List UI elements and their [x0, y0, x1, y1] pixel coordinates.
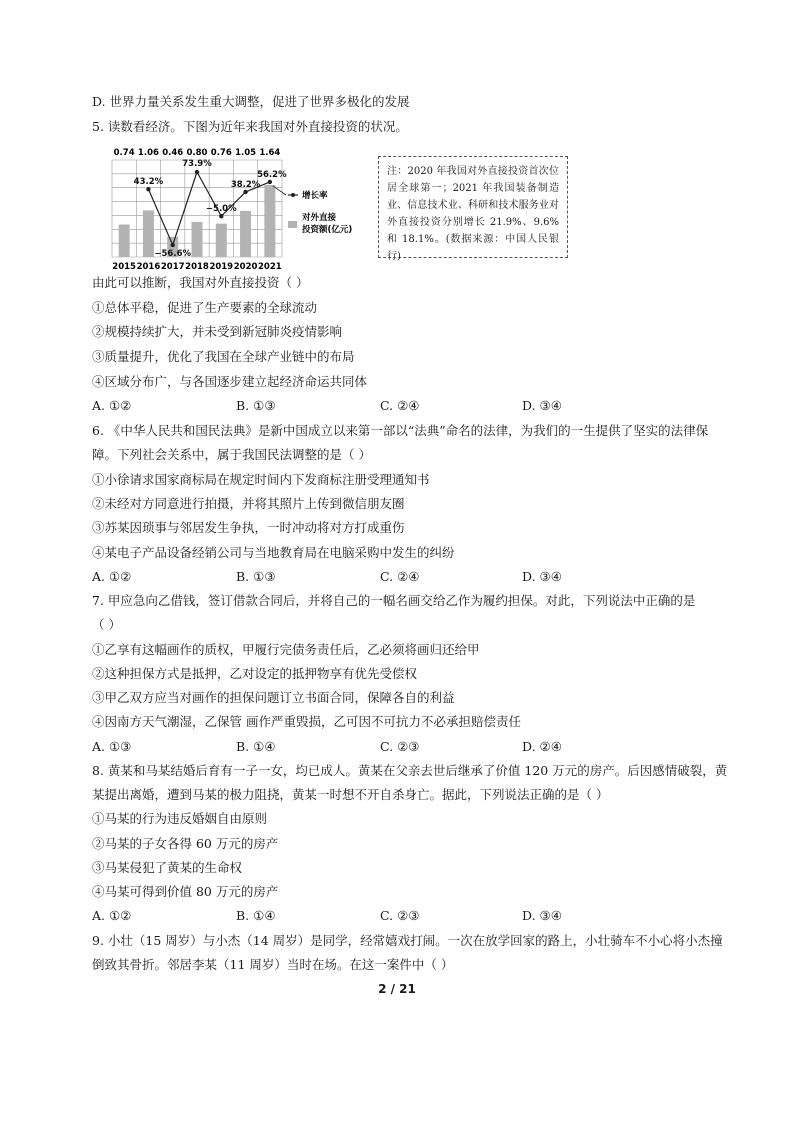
question-5-stem: 5. 读数看经济。下图为近年来我国对外直接投资的状况。 [92, 119, 408, 134]
growth-rate-point [171, 243, 175, 247]
q8-option-a[interactable]: A. ①② [92, 908, 132, 923]
x-tick-label: 2020 [233, 262, 258, 270]
q7-statement-4: ④因南方天气潮湿，乙保管 画作严重毁损，乙可因不可抗力不必承担赔偿责任 [92, 714, 521, 729]
q5-options [92, 398, 692, 414]
legend-label-investment-1: 对外直接 [302, 213, 337, 223]
bar-value-label: 0.74 [113, 148, 135, 158]
q8-statement-4: ④马某可得到价值 80 万元的房产 [92, 884, 279, 899]
q7-statement-1: ①乙享有这幅画作的质权，甲履行完债务责任后，乙必须将画归还给甲 [92, 642, 480, 657]
legend-label-investment-2: 投资额(亿元) [302, 225, 353, 235]
growth-rate-label: 73.9% [182, 159, 212, 169]
question-6-stem-1: 6. 《中华人民共和国民法典》是新中国成立以来第一部以“法典”命名的法律，为我们的一生提供了坚实的法律保 [92, 423, 709, 438]
q5-statement-2: ②规模持续扩大，并未受到新冠肺炎疫情影响 [92, 324, 343, 339]
question-9-stem-2: 倒致其骨折。邻居李某（11 周岁）当时在场。在这一案件中（ ） [92, 957, 454, 972]
bar-value-label: 1.64 [259, 148, 281, 158]
bar-2020 [240, 211, 251, 257]
q6-statement-4: ④某电子产品设备经销公司与当地教育局在电脑采购中发生的纠纷 [92, 545, 455, 560]
growth-rate-point [146, 187, 150, 191]
bar-2019 [216, 224, 227, 257]
q7-option-c[interactable]: C. ②③ [380, 739, 420, 754]
q6-statement-3: ③苏某因琐事与邻居发生争执，一时冲动将对方打成重伤 [92, 520, 405, 535]
x-tick-label: 2018 [185, 262, 209, 270]
growth-rate-point [243, 190, 247, 194]
x-tick-label: 2017 [160, 262, 185, 270]
growth-rate-point [195, 170, 199, 174]
q5-statement-1: ①总体平稳，促进了生产要素的全球流动 [92, 300, 318, 315]
q5-option-a[interactable]: A. ①② [92, 398, 132, 413]
question-7-stem-2: （ ） [92, 617, 121, 632]
q5-statement-4: ④区域分布广，与各国逐步建立起经济命运共同体 [92, 374, 368, 389]
q8-statement-3: ③马某侵犯了黄某的生命权 [92, 860, 243, 875]
bar-value-label: 1.06 [137, 148, 159, 158]
q8-option-d[interactable]: D. ③④ [522, 908, 562, 923]
q8-statement-1: ①马某的行为违反婚姻自由原则 [92, 811, 268, 826]
line-1: D. 世界力量关系发生重大调整，促进了世界多极化的发展 [92, 94, 410, 109]
q6-statement-2: ②未经对方同意进行拍摄，并将其照片上传到微信朋友圈 [92, 496, 405, 511]
q6-option-c[interactable]: C. ②④ [380, 569, 420, 584]
q8-option-b[interactable]: B. ①④ [236, 908, 276, 923]
legend-line-marker [291, 193, 295, 197]
bar-value-label: 1.05 [235, 148, 257, 158]
chart-note: 注：2020 年我国对外直接投资首次位居全球第一；2021 年我国装备制造业、信息技术业、科研和技术服务业对外直接投资分别增长 21.9%、9.6% 和 18.1%。(数据来源：中国人民银行) [378, 156, 568, 258]
bar-2016 [143, 210, 154, 257]
question-8-stem-1: 8. 黄某和马某结婚后育有一子一女，均已成人。黄某在父亲去世后继承了价值 120 万元的房产。后因感情破裂，黄 [92, 763, 728, 778]
q8-option-c[interactable]: C. ②③ [380, 908, 420, 923]
question-9-stem-1: 9. 小壮（15 周岁）与小杰（14 周岁）是同学，经常嬉戏打闹。一次在放学回家的路上，小壮骑车不小心将小杰撞 [92, 933, 723, 948]
q5-option-c[interactable]: C. ②④ [380, 398, 420, 413]
growth-rate-label: 56.2% [257, 169, 287, 180]
question-7-stem-1: 7. 甲应急向乙借钱，签订借款合同后，并将自己的一幅名画交给乙作为履约担保。对此，下列说法中正确的是 [92, 593, 696, 608]
q5-statement-3: ③质量提升，优化了我国在全球产业链中的布局 [92, 349, 355, 364]
bar-2018 [192, 222, 203, 257]
growth-rate-label: −56.6% [154, 249, 192, 259]
q7-option-d[interactable]: D. ②④ [522, 739, 562, 754]
q7-options [92, 739, 692, 755]
bar-2015 [119, 225, 130, 257]
q6-options [92, 569, 692, 585]
q8-options [92, 908, 692, 924]
growth-rate-point [268, 180, 272, 184]
growth-rate-label: 38.2% [230, 179, 261, 190]
bar-value-label: 0.76 [210, 148, 232, 158]
legend-bar-swatch [288, 221, 297, 228]
q6-option-a[interactable]: A. ①② [92, 569, 132, 584]
growth-rate-label: 43.2% [133, 177, 164, 188]
bar-value-label: 0.80 [186, 148, 208, 158]
q7-statement-2: ②这种担保方式是抵押，乙对设定的抵押物享有优先受偿权 [92, 666, 418, 681]
q8-statement-2: ②马某的子女各得 60 万元的房产 [92, 836, 279, 851]
x-tick-label: 2016 [136, 262, 161, 270]
bar-2021 [264, 185, 275, 257]
growth-rate-label: −5.0% [205, 204, 237, 215]
q6-option-b[interactable]: B. ①③ [236, 569, 276, 584]
q6-statement-1: ①小徐请求国家商标局在规定时间内下发商标注册受理通知书 [92, 472, 430, 487]
question-5-prompt: 由此可以推断，我国对外直接投资（ ） [92, 275, 309, 290]
question-6-stem-2: 障。下列社会关系中，属于我国民法调整的是（ ） [92, 447, 371, 462]
q5-option-b[interactable]: B. ①③ [236, 398, 276, 413]
q7-option-b[interactable]: B. ①④ [236, 739, 276, 754]
investment-chart [100, 145, 375, 270]
growth-rate-point [219, 214, 223, 218]
bar-value-label: 0.46 [162, 148, 184, 158]
x-tick-label: 2021 [258, 262, 282, 270]
page-number: 2 / 21 [378, 982, 416, 996]
q6-option-d[interactable]: D. ③④ [522, 569, 562, 584]
question-8-stem-2: 某提出离婚，遭到马某的极力阻挠，黄某一时想不开自杀身亡。据此，下列说法正确的是（ ） [92, 787, 609, 802]
x-tick-label: 2019 [209, 262, 234, 270]
x-tick-label: 2015 [112, 262, 136, 270]
q7-option-a[interactable]: A. ①③ [92, 739, 132, 754]
q5-option-d[interactable]: D. ③④ [522, 398, 562, 413]
q7-statement-3: ③甲乙双方应当对画作的担保问题订立书面合同，保障各自的利益 [92, 690, 455, 705]
legend-label-rate: 增长率 [302, 191, 328, 201]
